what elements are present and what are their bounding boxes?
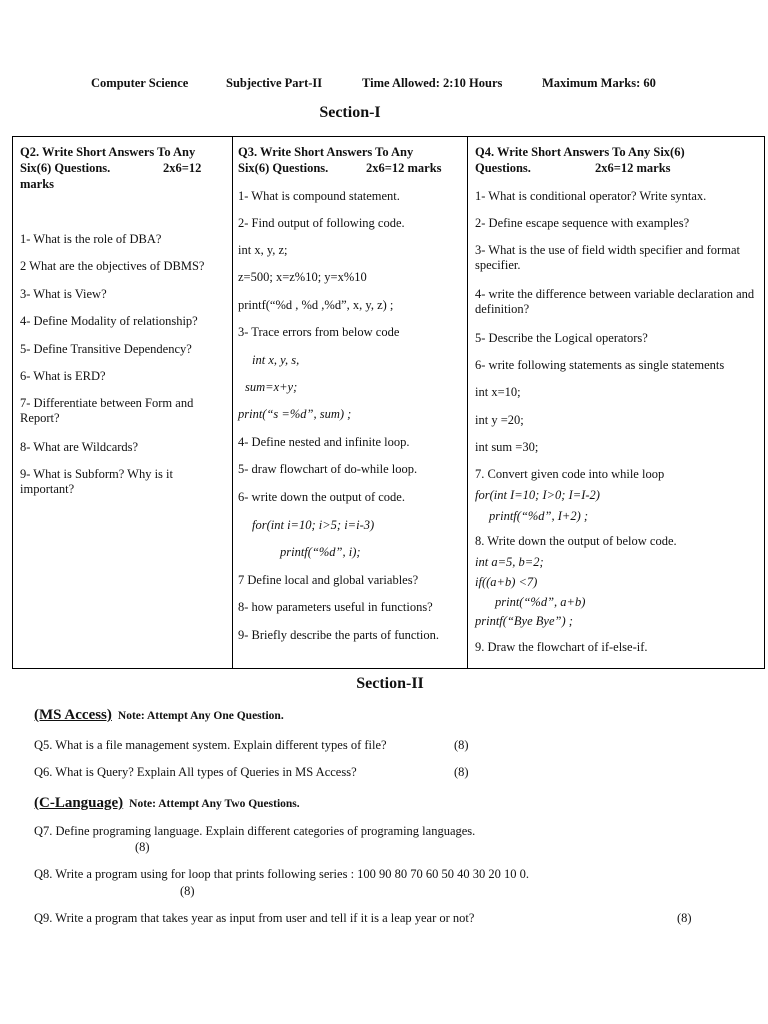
q2-item: 1- What is the role of DBA?: [20, 232, 162, 246]
column-divider: [232, 137, 233, 668]
q9-marks: (8): [677, 911, 692, 925]
q6-text: Q6. What is Query? Explain All types of Queries in MS Access?: [34, 765, 357, 779]
q3-line: 7 Define local and global variables?: [238, 573, 419, 587]
q3-line: 2- Find output of following code.: [238, 216, 405, 230]
q2-marks: 2x6=12: [163, 161, 202, 175]
q8-marks: (8): [180, 884, 195, 898]
q2-heading-line: Q2. Write Short Answers To Any: [20, 145, 196, 159]
subject-label: Computer Science: [91, 76, 189, 90]
time-allowed: Time Allowed: 2:10 Hours: [362, 76, 503, 90]
maximum-marks: Maximum Marks: 60: [542, 76, 656, 90]
q3-marks: 2x6=12 marks: [366, 161, 442, 175]
q3-line: 4- Define nested and infinite loop.: [238, 435, 410, 449]
q4-code-line: if((a+b) <7): [475, 575, 538, 589]
q4-line: 4- write the difference between variable declaration and definition?: [475, 287, 755, 316]
q2-item: 9- What is Subform? Why is it important?: [20, 467, 173, 496]
c-language-note: Note: Attempt Any Two Questions.: [129, 798, 300, 810]
section-1-title: Section-I: [319, 104, 381, 121]
q5-marks: (8): [454, 738, 469, 752]
q4-line: 6- write following statements as single statements: [475, 358, 725, 372]
q4-code-line: printf(“%d”, I+2) ;: [489, 509, 589, 523]
q4-line: 3- What is the use of field width specifier and format specifier.: [475, 243, 740, 272]
q2-heading-line: marks: [20, 177, 55, 191]
q2-item: 8- What are Wildcards?: [20, 440, 139, 454]
q3-heading: [238, 144, 463, 176]
q3-line: z=500; x=z%10; y=x%10: [238, 270, 367, 284]
q3-heading-line: Q3. Write Short Answers To Any: [238, 145, 414, 159]
q4-heading-line: Q4. Write Short Answers To Any Six(6): [475, 145, 685, 159]
exam-header: [0, 76, 768, 94]
q3-line: int x, y, z;: [238, 243, 288, 257]
q4-line: 2- Define escape sequence with examples?: [475, 216, 690, 230]
q4-heading: [475, 144, 760, 176]
q3-line: 6- write down the output of code.: [238, 490, 405, 504]
q4-heading-line: Questions.: [475, 161, 531, 175]
q3-code-line: for(int i=10; i>5; i=i-3): [252, 518, 375, 532]
q3-heading-line: Six(6) Questions.: [238, 161, 329, 175]
q4-code-line: for(int I=10; I>0; I=I-2): [475, 488, 600, 502]
column-divider: [467, 137, 468, 668]
section-1-table: [12, 136, 765, 669]
q3-line: 8- how parameters useful in functions?: [238, 600, 433, 614]
q4-line: 1- What is conditional operator? Write syntax.: [475, 189, 707, 203]
ms-access-heading: [34, 706, 284, 724]
q2-heading-line: Six(6) Questions.: [20, 161, 111, 175]
ms-access-note: Note: Attempt Any One Question.: [117, 710, 284, 722]
q2-heading: [20, 144, 225, 192]
q2-item: 6- What is ERD?: [20, 369, 106, 383]
q7-text: Q7. Define programing language. Explain different categories of programing languages.: [34, 824, 476, 838]
q2-item: 5- Define Transitive Dependency?: [20, 342, 192, 356]
q3-line: 3- Trace errors from below code: [238, 325, 400, 339]
q6-marks: (8): [454, 765, 469, 779]
ms-access-label: (MS Access): [34, 707, 112, 723]
q3-line: 5- draw flowchart of do-while loop.: [238, 462, 418, 476]
q3-code-line: sum=x+y;: [245, 380, 298, 394]
c-language-heading: [34, 794, 300, 812]
section-2-title: Section-II: [356, 675, 424, 692]
q3-line: 9- Briefly describe the parts of function.: [238, 628, 439, 642]
q4-code-line: print(“%d”, a+b): [495, 595, 586, 609]
q7-marks: (8): [135, 840, 150, 854]
q9-text: Q9. Write a program that takes year as input from user and tell if it is a leap year or not?: [34, 911, 475, 925]
q4-line: 9. Draw the flowchart of if-else-if.: [475, 640, 648, 654]
q4-marks: 2x6=12 marks: [595, 161, 671, 175]
q4-code-line: int a=5, b=2;: [475, 555, 544, 569]
q3-code-line: printf(“%d”, i);: [280, 545, 361, 559]
q4-line: 7. Convert given code into while loop: [475, 467, 665, 481]
q8-text: Q8. Write a program using for loop that prints following series : 100 90 80 70 60 50 40 30 20 10 0.: [34, 867, 530, 881]
q2-item: 4- Define Modality of relationship?: [20, 314, 198, 328]
c-language-label: (C-Language): [34, 795, 124, 811]
q4-line: int x=10;: [475, 385, 521, 399]
q4-line: 8. Write down the output of below code.: [475, 534, 677, 548]
q5-text: Q5. What is a file management system. Explain different types of file?: [34, 738, 387, 752]
q3-line: 1- What is compound statement.: [238, 189, 400, 203]
q3-code-line: int x, y, s,: [252, 353, 300, 367]
q4-line: int y =20;: [475, 413, 524, 427]
q4-line: 5- Describe the Logical operators?: [475, 331, 648, 345]
q3-code-line: print(“s =%d”, sum) ;: [238, 407, 352, 421]
q2-item: 7- Differentiate between Form and Report?: [20, 396, 194, 425]
paper-label: Subjective Part-II: [226, 76, 323, 90]
q3-line: printf(“%d , %d ,%d”, x, y, z) ;: [238, 298, 394, 312]
q2-item: 3- What is View?: [20, 287, 107, 301]
q4-line: int sum =30;: [475, 440, 539, 454]
q2-item: 2 What are the objectives of DBMS?: [20, 259, 205, 273]
q4-code-line: printf(“Bye Bye”) ;: [475, 614, 573, 628]
